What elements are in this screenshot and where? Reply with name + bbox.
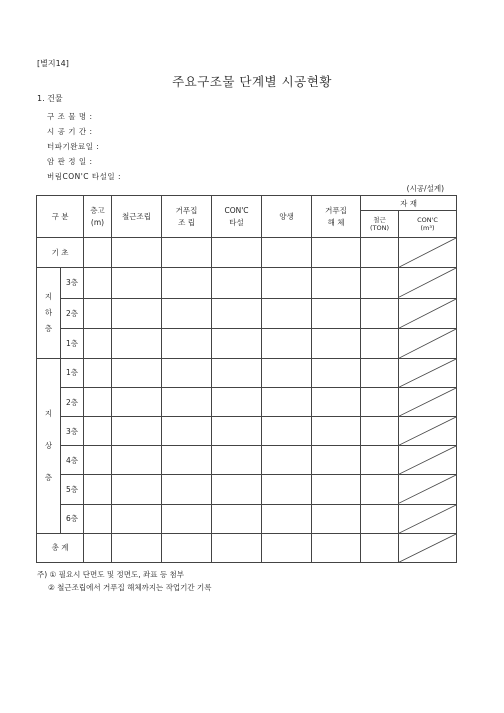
table-cell	[84, 446, 112, 475]
table-cell	[212, 417, 262, 446]
table-cell	[262, 268, 312, 298]
table-cell	[112, 268, 162, 298]
footnotes	[37, 568, 212, 594]
diagonal-cell	[399, 388, 457, 417]
table-cell	[262, 238, 312, 268]
table-row	[37, 238, 457, 268]
table-cell	[162, 504, 212, 533]
table-cell	[212, 328, 262, 358]
table-cell	[312, 475, 361, 504]
table-cell	[312, 504, 361, 533]
header-form-assembly: 거푸집 조 립	[162, 196, 212, 238]
floor-label: 3층	[61, 268, 84, 298]
table-cell	[162, 298, 212, 328]
table-cell	[312, 446, 361, 475]
header-form-removal: 거푸집 해 체	[312, 196, 361, 238]
table-cell	[312, 238, 361, 268]
header-concrete-pour: CON'C 타설	[212, 196, 262, 238]
construction-design-note: (시공/설계)	[406, 184, 444, 193]
info-construction-period: 시 공 기 간 :	[47, 127, 93, 136]
floor-label: 4층	[61, 446, 84, 475]
table-cell	[312, 358, 361, 387]
table-cell	[361, 533, 399, 562]
table-cell	[212, 446, 262, 475]
floor-label: 1층	[61, 358, 84, 387]
table-cell	[162, 238, 212, 268]
table-row	[37, 475, 457, 504]
info-excavation-done: 터파기완료일 :	[47, 142, 100, 151]
table-cell	[361, 238, 399, 268]
header-material: 자 재	[361, 196, 457, 211]
table-cell	[262, 358, 312, 387]
info-fields	[47, 109, 121, 184]
table-cell	[162, 446, 212, 475]
table-cell	[84, 533, 112, 562]
table-cell	[312, 388, 361, 417]
table-cell	[112, 238, 162, 268]
table-cell	[212, 298, 262, 328]
form-number: [별지14]	[37, 59, 69, 68]
table-cell	[162, 533, 212, 562]
table-cell	[262, 298, 312, 328]
table-row	[37, 504, 457, 533]
table-cell	[84, 504, 112, 533]
table-cell	[84, 417, 112, 446]
section-heading: 1. 건물	[37, 94, 63, 103]
table-cell	[112, 328, 162, 358]
diagonal-cell	[399, 358, 457, 387]
table-cell	[162, 475, 212, 504]
header-curing: 양생	[262, 196, 312, 238]
table-cell	[84, 358, 112, 387]
table-cell	[84, 388, 112, 417]
table-cell	[112, 475, 162, 504]
table-cell	[112, 533, 162, 562]
table-cell	[112, 358, 162, 387]
diagonal-cell	[399, 328, 457, 358]
table-cell	[84, 475, 112, 504]
table-cell	[361, 358, 399, 387]
footnote-1: 주) ① 필요시 단면도 및 정면도, 좌표 등 첨부	[37, 570, 185, 579]
table-cell	[312, 533, 361, 562]
diagonal-cell	[399, 268, 457, 298]
table-cell	[212, 504, 262, 533]
table-cell	[84, 268, 112, 298]
floor-label: 3층	[61, 417, 84, 446]
floor-label: 1층	[61, 328, 84, 358]
table-row	[37, 328, 457, 358]
table-cell	[262, 504, 312, 533]
info-rock-judgment: 암 판 정 일 :	[47, 157, 93, 166]
table-cell	[361, 504, 399, 533]
table-cell	[212, 388, 262, 417]
diagonal-cell	[399, 298, 457, 328]
table-cell	[212, 238, 262, 268]
header-division: 구 분	[37, 196, 84, 238]
table-cell	[361, 268, 399, 298]
header-concrete-m3: CON'C (m³)	[399, 211, 457, 238]
table-cell	[312, 328, 361, 358]
table-row	[37, 446, 457, 475]
diagonal-cell	[399, 533, 457, 562]
table-cell	[262, 417, 312, 446]
floor-label: 5층	[61, 475, 84, 504]
table-cell	[262, 533, 312, 562]
floor-label: 2층	[61, 388, 84, 417]
header-height: 층고 (m)	[84, 196, 112, 238]
table-cell	[312, 268, 361, 298]
table-cell	[361, 388, 399, 417]
table-cell	[361, 446, 399, 475]
footnote-2: ② 철근조립에서 거푸집 해체까지는 작업기간 기록	[48, 583, 212, 592]
table-cell	[112, 504, 162, 533]
table-row	[37, 417, 457, 446]
diagonal-cell	[399, 475, 457, 504]
table-cell	[84, 298, 112, 328]
table-cell	[312, 417, 361, 446]
floor-label: 2층	[61, 298, 84, 328]
row-foundation-label: 기 초	[37, 238, 84, 268]
table-cell	[361, 417, 399, 446]
table-cell	[112, 417, 162, 446]
table-cell	[212, 475, 262, 504]
construction-status-table	[36, 195, 457, 563]
diagonal-cell	[399, 417, 457, 446]
table-cell	[162, 328, 212, 358]
page-title: 주요구조물 단계별 시공현황	[172, 74, 332, 89]
info-structure-name: 구 조 물 명 :	[47, 112, 93, 121]
table-cell	[212, 358, 262, 387]
floor-label: 6층	[61, 504, 84, 533]
table-cell	[312, 298, 361, 328]
table-cell	[361, 298, 399, 328]
diagonal-cell	[399, 238, 457, 268]
table-row	[37, 533, 457, 562]
header-rebar-ton: 철근 (TON)	[361, 211, 399, 238]
table-cell	[162, 388, 212, 417]
table-row	[37, 358, 457, 387]
diagonal-cell	[399, 504, 457, 533]
table-cell	[262, 446, 312, 475]
row-total-label: 총 계	[37, 533, 84, 562]
table-cell	[361, 328, 399, 358]
header-rebar-assembly: 철근조립	[112, 196, 162, 238]
table-row	[37, 268, 457, 298]
table-cell	[361, 475, 399, 504]
diagonal-cell	[399, 446, 457, 475]
basement-label: 지 하 층	[37, 268, 61, 358]
table-cell	[112, 298, 162, 328]
table-cell	[262, 328, 312, 358]
table-cell	[262, 475, 312, 504]
table-cell	[262, 388, 312, 417]
table-cell	[112, 388, 162, 417]
above-ground-label: 지 상 층	[37, 358, 61, 533]
table-cell	[212, 268, 262, 298]
table-cell	[84, 238, 112, 268]
table-cell	[212, 533, 262, 562]
table-row	[37, 388, 457, 417]
table-row	[37, 298, 457, 328]
info-lean-concrete: 버림CON'C 타설일 :	[47, 172, 122, 181]
table-cell	[84, 328, 112, 358]
table-cell	[162, 358, 212, 387]
table-cell	[112, 446, 162, 475]
table-cell	[162, 268, 212, 298]
table-cell	[162, 417, 212, 446]
